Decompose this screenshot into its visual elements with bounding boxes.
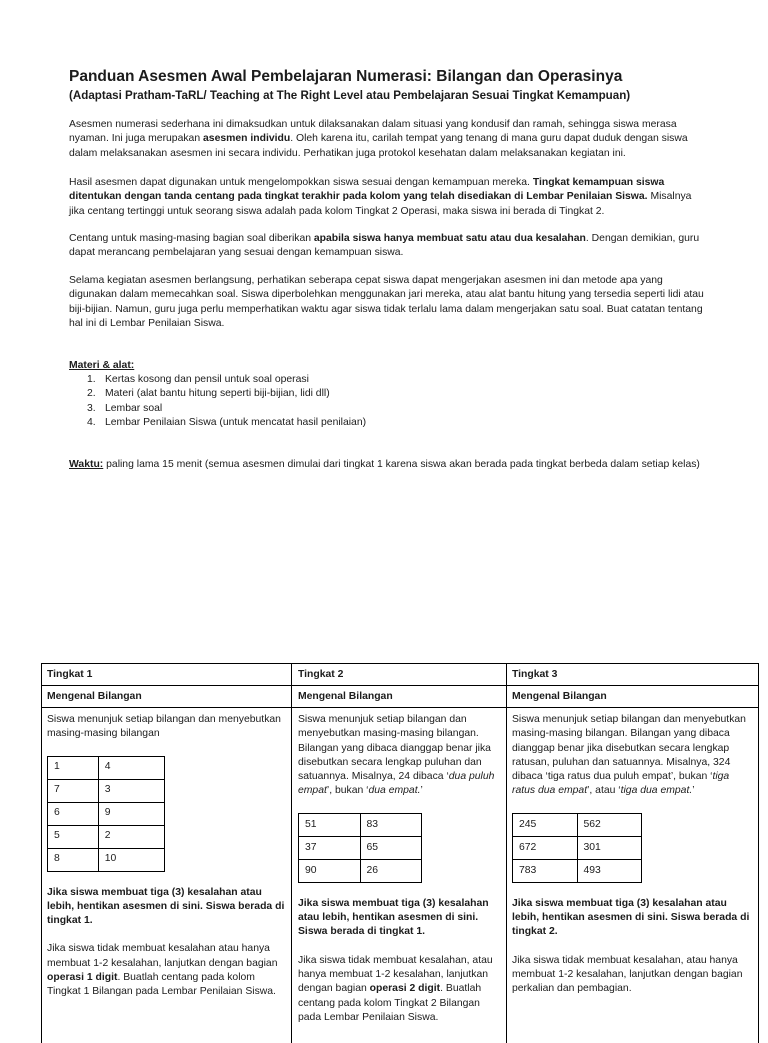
table-cell: 9 <box>98 802 164 825</box>
table-cell: 245 <box>513 813 578 836</box>
table-cell: 1 <box>48 756 99 779</box>
level-1-continue-rule <box>47 942 285 999</box>
table-row <box>299 836 422 859</box>
table-row <box>299 813 422 836</box>
text-run: ’, atau ‘ <box>587 785 621 797</box>
level-2-number-table <box>298 813 422 883</box>
text-run: Jika siswa tidak membuat kesalahan, atau hanya membuat 1-2 kesalahan, lanjutkan dengan bagian <box>298 954 493 995</box>
document-title: Panduan Asesmen Awal Pembelajaran Numerasi: Bilangan dan Operasinya <box>69 68 623 85</box>
text-run: . Oleh karena itu, carilah tempat yang tenang di mana guru dapat duduk dengan siswa dalam melaksanakan asesmen ini secara individu. Perhatikan juga protokol kesehatan dalam melaksanakan kegiatan ini. <box>69 133 688 159</box>
time-note <box>69 458 709 472</box>
text-run-bold: Tingkat kemampuan siswa ditentukan dengan tanda centang pada tingkat terakhir pada kolom yang telah disediakan di Lembar Penilaian Siswa. <box>69 177 665 203</box>
level-1-description: Siswa menunjuk setiap bilangan dan menyebutkan masing-masing bilangan <box>47 714 281 740</box>
table-cell: 493 <box>577 859 642 882</box>
level-1-body <box>47 713 285 1000</box>
table-cell: 7 <box>48 779 99 802</box>
table-cell: 672 <box>513 836 578 859</box>
table-cell: 90 <box>299 859 361 882</box>
level-3-subheader: Mengenal Bilangan <box>512 691 607 702</box>
text-run: Siswa menunjuk setiap bilangan dan menyebutkan masing-masing bilangan. Bilangan yang dibaca dianggap benar jika disebutkan secara lengkap ratusan, puluhan dan satuannya. Misalnya, 324 dibaca ‘tiga ratus dua puluh empat’, bukan ‘ <box>512 714 746 783</box>
text-run: Hasil asesmen dapat digunakan untuk mengelompokkan siswa sesuai dengan kemampuan mereka. <box>69 177 533 188</box>
table-cell: 10 <box>98 848 164 871</box>
materials-list <box>69 373 366 430</box>
text-run-bold: operasi 1 digit <box>47 972 118 984</box>
level-1-subheader: Mengenal Bilangan <box>47 691 142 702</box>
table-border <box>41 663 759 664</box>
table-cell: 83 <box>360 813 422 836</box>
text-run-bold: asesmen individu <box>203 133 291 145</box>
time-label: Waktu: <box>69 459 104 470</box>
level-3-body <box>512 713 752 997</box>
levels-table <box>41 663 759 1043</box>
table-border <box>758 663 759 1043</box>
level-3-header: Tingkat 3 <box>512 669 558 680</box>
text-run: . Buatlah centang pada kolom Tingkat 2 Bilangan pada Lembar Penilaian Siswa. <box>298 983 482 1023</box>
table-cell: 2 <box>98 825 164 848</box>
table-row <box>513 813 642 836</box>
text-run: ’ <box>692 785 695 797</box>
table-cell: 301 <box>577 836 642 859</box>
level-3-description <box>512 713 752 799</box>
list-item <box>69 373 366 387</box>
text-run: . Dengan demikian, guru dapat merancang pembelajaran yang sesuai dengan kemampuan siswa. <box>69 233 700 259</box>
list-text: Lembar soal <box>105 402 163 414</box>
text-run-italic: tiga dua empat. <box>620 785 693 797</box>
level-2-body <box>298 713 502 1025</box>
list-number: 2. <box>87 388 96 400</box>
table-cell: 6 <box>48 802 99 825</box>
level-1-number-table <box>47 756 165 872</box>
level-3-number-table <box>512 813 642 883</box>
level-1-stop-rule: Jika siswa membuat tiga (3) kesalahan atau lebih, hentikan asesmen di sini. Siswa berada di tingkat 1. <box>47 886 285 927</box>
table-cell: 51 <box>299 813 361 836</box>
table-cell: 562 <box>577 813 642 836</box>
level-2-header: Tingkat 2 <box>298 669 344 680</box>
level-2-continue-rule <box>298 954 502 1025</box>
list-text: Kertas kosong dan pensil untuk soal operasi <box>105 374 309 385</box>
table-cell: 4 <box>98 756 164 779</box>
document-subtitle: (Adaptasi Pratham-TaRL/ Teaching at The Right Level atau Pembelajaran Sesuai Tingkat Kemampuan) <box>69 89 631 102</box>
level-3-continue-rule: Jika siswa tidak membuat kesalahan, atau hanya membuat 1-2 kesalahan, lanjutkan dengan bagian perkalian dan pembagian. <box>512 954 743 995</box>
level-3-stop-rule: Jika siswa membuat tiga (3) kesalahan atau lebih, hentikan asesmen di sini. Siswa berada di tingkat 2. <box>512 897 750 938</box>
observation-paragraph: Selama kegiatan asesmen berlangsung, perhatikan seberapa cepat siswa dapat mengerjakan asesmen ini dan metode apa yang digunakan dalam memecahkan soal. Siswa diperbolehkan menggunakan jari mereka, atau alat bantu hitung yang tersedia seperti lidi atau biji-bijian. Namun, guru juga perlu memperhatikan waktu agar siswa tidak terlalu lama dalam mengerjakan satu soal. Buat catatan tentang hal ini di Lembar Penilaian Siswa. <box>69 275 704 329</box>
table-border <box>506 663 507 1043</box>
text-run-bold: apabila siswa hanya membuat satu atau dua kesalahan <box>313 233 586 244</box>
table-cell: 783 <box>513 859 578 882</box>
text-run: ’, bukan ‘ <box>326 785 369 797</box>
list-number: 1. <box>87 374 96 385</box>
text-run: . Buatlah centang pada kolom Tingkat 1 Bilangan pada Lembar Penilaian Siswa. <box>47 972 276 998</box>
time-text: paling lama 15 menit (semua asesmen dimulai dari tingkat 1 karena siswa akan berada pada tingkat berbeda dalam setiap kelas) <box>103 459 700 470</box>
list-item <box>69 416 366 430</box>
text-run-italic: dua puluh empat <box>298 771 495 797</box>
table-border <box>41 663 42 1043</box>
text-run: Asesmen numerasi sederhana ini dimaksudkan untuk dilaksanakan dalam situasi yang kondusif dan ramah, sehingga siswa merasa nyaman. Ini juga merupakan <box>69 119 677 145</box>
table-row <box>48 802 165 825</box>
intro-paragraph <box>69 118 709 161</box>
text-run-bold: operasi 2 digit <box>369 983 441 995</box>
table-row <box>48 756 165 779</box>
table-row <box>48 848 165 871</box>
list-text: Lembar Penilaian Siswa (untuk mencatat hasil penilaian) <box>105 416 367 428</box>
text-run: Centang untuk masing-masing bagian soal diberikan <box>69 233 314 244</box>
list-item <box>69 387 366 401</box>
table-row <box>48 779 165 802</box>
text-run: Misalnya jika centang tertinggi untuk seorang siswa adalah pada kolom Tingkat 2 Operasi, maka siswa ini berada di Tingkat 2. <box>69 191 692 217</box>
text-run-italic: dua empat. <box>368 785 421 797</box>
checkmark-paragraph <box>69 232 709 261</box>
table-cell: 5 <box>48 825 99 848</box>
table-border <box>41 707 759 708</box>
table-border <box>41 685 759 686</box>
level-2-stop-rule: Jika siswa membuat tiga (3) kesalahan atau lebih, hentikan asesmen di sini. Siswa berada di tingkat 1. <box>298 897 489 938</box>
materials-heading: Materi & alat: <box>69 360 135 371</box>
table-row <box>48 825 165 848</box>
list-text: Materi (alat bantu hitung seperti biji-bijian, lidi dll) <box>105 388 330 400</box>
table-row <box>513 836 642 859</box>
table-cell: 3 <box>98 779 164 802</box>
table-row <box>299 859 422 882</box>
table-row <box>513 859 642 882</box>
level-1-header: Tingkat 1 <box>47 669 93 680</box>
level-2-subheader: Mengenal Bilangan <box>298 691 393 702</box>
results-paragraph <box>69 176 709 219</box>
list-item <box>69 402 366 416</box>
text-run: Siswa menunjuk setiap bilangan dan menyebutkan masing-masing bilangan. Bilangan yang dibaca dianggap benar jika disebutkan secara lengkap puluhan dan satuannya. Misalnya, 24 dibaca ‘ <box>298 714 491 783</box>
text-run: Jika siswa tidak membuat kesalahan atau hanya membuat 1-2 kesalahan, lanjutkan dengan bagian <box>47 943 278 969</box>
text-run-italic: tiga ratus dua empat <box>512 771 730 797</box>
list-number: 3. <box>87 402 96 414</box>
text-run: ’ <box>420 785 423 797</box>
table-cell: 8 <box>48 848 99 871</box>
table-cell: 65 <box>360 836 422 859</box>
table-cell: 26 <box>360 859 422 882</box>
table-cell: 37 <box>299 836 361 859</box>
level-2-description <box>298 713 502 799</box>
table-border <box>291 663 292 1043</box>
list-number: 4. <box>87 416 96 428</box>
